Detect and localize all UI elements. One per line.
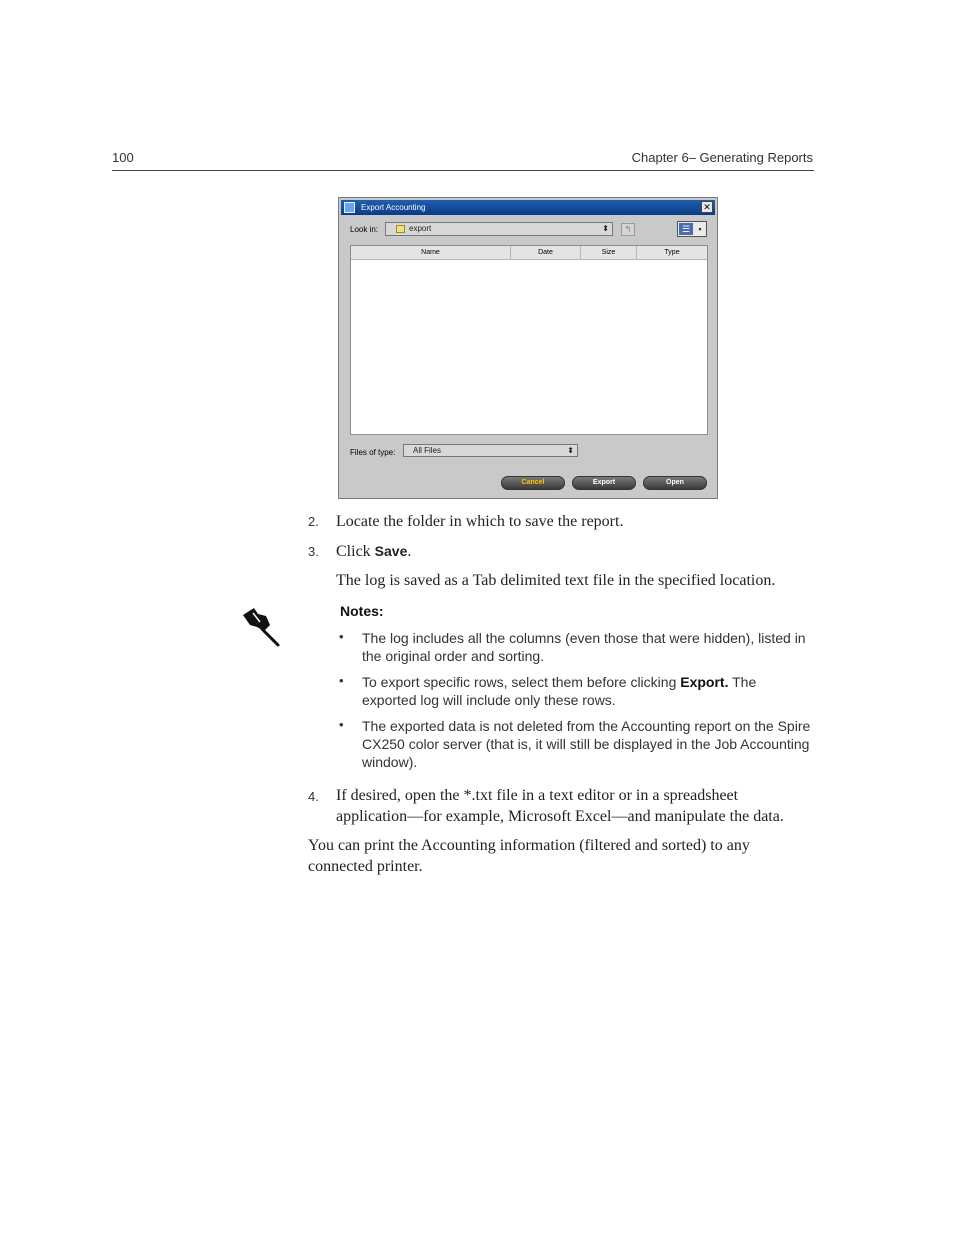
save-keyword: Save [374,543,408,559]
files-of-type-label: Files of type: [350,448,396,457]
step-text: Locate the folder in which to save the report. [336,513,624,530]
files-of-type-value: All Files [413,446,442,455]
bullet-icon: • [339,629,344,644]
chevron-updown-icon: ⬍ [567,446,574,455]
up-folder-button[interactable]: ↰ [621,223,635,236]
notes-title: Notes: [340,603,384,619]
details-view-icon[interactable]: ▪ [698,224,702,234]
app-icon [344,202,355,213]
note-item: The log includes all the columns (even those that were hidden), listed in the original order and sorting. [362,630,806,664]
folder-icon [396,225,405,233]
step-text: application—for example, Microsoft Excel—and manipulate the data. [336,808,784,825]
pushpin-icon [240,605,284,649]
step-text [336,541,411,562]
file-list[interactable] [350,245,708,435]
step-number: 4. [308,789,319,804]
dialog-titlebar [341,200,715,215]
page-number: 100 [112,150,134,165]
open-button[interactable]: Open [643,476,707,490]
files-of-type-select[interactable] [403,444,578,457]
bullet-icon: • [339,673,344,688]
note-text: To export specific rows, select them before clicking [362,674,681,690]
dialog-title: Export Accounting [361,203,426,212]
step-text: If desired, open the *.txt file in a text editor or in a spreadsheet [336,787,739,804]
step-number: 3. [308,544,319,559]
column-header-type[interactable]: Type [664,249,680,256]
close-icon[interactable]: ✕ [701,201,713,213]
step-text-suffix: . [407,543,412,560]
look-in-label: Look in: [350,225,379,234]
chapter-title: Chapter 6– Generating Reports [631,150,813,165]
file-list-header [351,246,707,260]
column-header-size[interactable]: Size [581,246,637,259]
step-result: The log is saved as a Tab delimited text file in the specified location. [336,572,776,589]
bullet-icon: • [339,717,344,732]
chevron-updown-icon: ⬍ [602,224,609,233]
column-header-date[interactable]: Date [511,246,581,259]
look-in-value: export [409,224,432,233]
closing-paragraph: You can print the Accounting information (filtered and sorted) to any connected printer. [308,837,750,875]
step-text-prefix: Click [336,543,375,560]
export-accounting-dialog [338,197,718,499]
step-number: 2. [308,514,319,529]
export-keyword: Export. [680,674,729,690]
cancel-button[interactable]: Cancel [501,476,565,490]
column-header-name[interactable]: Name [351,246,511,259]
export-button[interactable]: Export [572,476,636,490]
note-item [362,673,814,709]
list-view-icon[interactable]: ☰ [679,223,693,235]
note-item: The exported data is not deleted from the Accounting report on the Spire CX250 color server (that is, it will still be displayed in the Job Accounting window). [362,718,811,770]
note-text: The exported log will include only these rows. [362,674,757,708]
look-in-select[interactable] [385,222,613,236]
header-rule [112,170,814,171]
view-toggle[interactable] [677,221,707,237]
